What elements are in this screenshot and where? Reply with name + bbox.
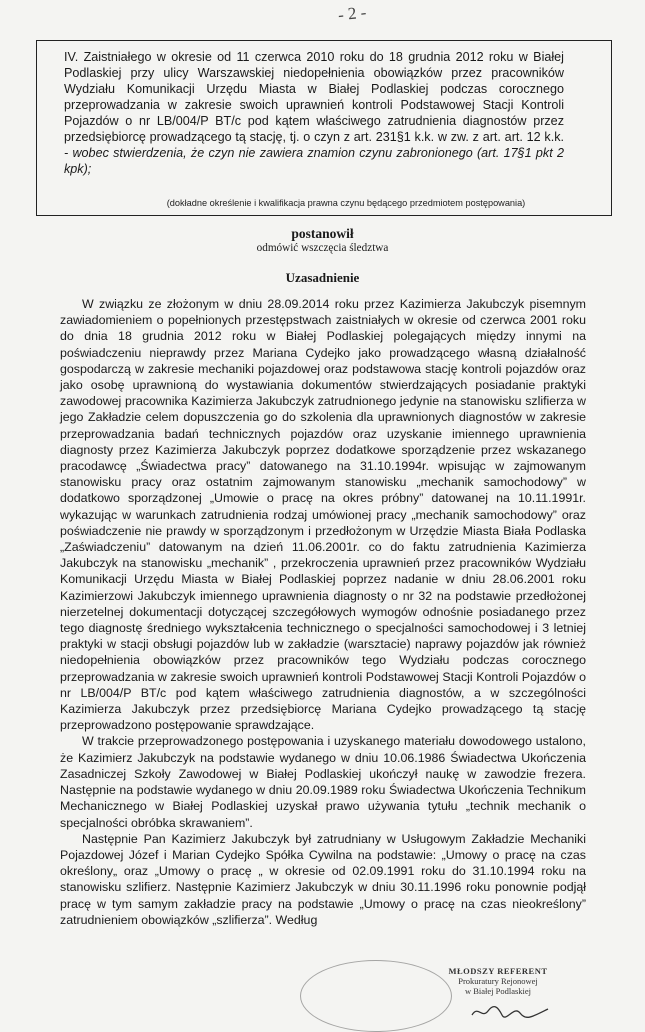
stamp-title: MŁODSZY REFERENT (448, 966, 548, 976)
round-seal-icon (300, 960, 452, 1032)
decision-heading: postanowił (291, 226, 354, 241)
signature-icon (470, 1003, 550, 1021)
justification-paragraph-2: W trakcie przeprowadzonego postępowania i uzyskanego materiału dowodowego ustalono, że Kazimierz Jakubczyk na podstawie wydanego w dniu 10.06.1986 Świadectwa Ukończenia Zasadniczej Szkoły Zawodowej w Białej Podlaskiej ukończył naukę w zawodzie frezera. Następnie na podstawie wydanego w dniu 20.09.1989 roku Świadectwa Ukończenia Technikum Mechanicznego w Białej Podlaskiej uzyskał prawo używania tytułu „technik mechanik o specjalności obróbka skrawaniem”. (60, 734, 586, 830)
offense-conclusion: - wobec stwierdzenia, że czyn nie zawiera znamion czynu zabronionego (art. 17§1 pkt 2 kpk); (64, 146, 564, 176)
offense-text: IV. Zaistniałego w okresie od 11 czerwca 2010 roku do 18 grudnia 2012 roku w Białej Podlaskiej przy ulicy Warszawskiej niedopełnienia obowiązków przez pracowników Wydziału Komunikacji Urzędu Miasta w Białej Podlaskiej podczas corocznego przeprowadzania w zakresie swoich uprawnień kontroli Podstawowej Stacji Kontroli Pojazdów o nr LB/004/P BT/c pod kątem właściwego zatrudnienia diagnostów przez przedsiębiorcę prowadzącego tą stację, tj. o czyn z art. 231§1 k.k. w zw. z art. art. 12 k.k. (64, 50, 564, 144)
offense-caption: (dokładne określenie i kwalifikacja prawna czynu będącego przedmiotem postępowania) (166, 198, 526, 208)
page-number: - 2 - (337, 2, 368, 25)
justification-body (60, 296, 586, 928)
official-stamp (438, 966, 558, 996)
justification-heading: Uzasadnienie (285, 270, 360, 285)
justification-paragraph-1: W związku ze złożonym w dniu 28.09.2014 roku przez Kazimierza Jakubczyk pisemnym zawiadomieniem o popełnionych przestępstwach zaistniałych w okresie od czerwca 2001 roku do dnia 18 grudnia 2012 roku w Białej Podlaskiej polegających między innymi na poświadczeniu nieprawdy przez Mariana Cydejko jako prowadzącego własną działalność gospodarczą w zakresie mechaniki pojazdowej oraz podstawowa stację kontroli pojazdów oraz jako osobę uprawnioną do wystawiania dokumentów stwierdzających posiadanie praktyki zawodowej pracownika Kazimierza Jakubczyk zatrudnionego jedynie na stanowisku szlifierza w jego Zakładzie celem dopuszczenia go do szkolenia dla uprawnionych diagnostów w zakresie przeprowadzania badań technicznych pojazdów oraz uzyskanie imiennego uprawnienia diagnosty przez Kazimierza Jakubczyk poprzez dodatkowe sporządzenie przez wskazanego pracodawcę „Świadectwa pracy” datowanego na 31.10.1994r. wpisując w zajmowanym stanowisku pracy oraz ostatnim zajmowanym stanowisku „mechanik samochodowy” w dodatkowo sporządzonej „Umowie o pracę na okres próbny” datowanej na 10.11.1991r. wykazując w warunkach zatrudnienia rodzaj umówionej pracy „mechanik samochodowy” oraz poświadczenie nie prawdy w sporządzonym i przedłożonym w Urzędzie Miasta Biała Podlaska „Zaświadczeniu” datowanym na dzień 11.06.2001r. co do faktu zatrudnienia Kazimierza Jakubczyk na stanowisku „mechanik” , przekroczenia uprawnień przez pracowników Wydziału Komunikacji Urzędu Miasta w Białej Podlaskiej poprzez nadanie w dniu 28.06.2001 roku Kazimierzowi Jakubczyk imiennego uprawnienia diagnosty o nr 32 na podstawie przedłożonej nierzetelnej dokumentacji dotyczącej szczegółowych wymogów odnośnie posiadanego przez tego diagnostę średniego wykształcenia technicznego o specjalności samochodowej i 3 letniej praktyki w stacji obsługi pojazdów lub w zakładzie (warsztacie) naprawy pojazdów jak również niedopełnienia obowiązków przez pracowników tego Wydziału podczas corocznego przeprowadzania w zakresie swoich uprawnień kontroli Podstawowej Stacji Kontroli Pojazdów o nr LB/004/P BT/c pod kątem właściwego zatrudnienia diagnostów, a w szczególności Kazimierza Jakubczyk przez przedsiębiorcę Mariana Cydejko prowadzącego tą stację przeprowadzono postępowanie sprawdzające. (60, 297, 586, 733)
decision-subheading: odmówić wszczęcia śledztwa (256, 242, 389, 254)
stamp-line-2: w Białej Podlaskiej (464, 986, 532, 996)
stamp-line-1: Prokuratury Rejonowej (458, 976, 538, 986)
offense-description (64, 49, 564, 177)
justification-paragraph-3: Następnie Pan Kazimierz Jakubczyk był zatrudniany w Usługowym Zakładzie Mechaniki Pojazdowej Józef i Marian Cydejko Spółka Cywilna na podstawie: „Umowy o pracę na czas określony„ oraz „Umowy o pracę „ w okresie od 02.09.1991 roku do 31.10.1994 roku na stanowisku szlifierz. Następnie Kazimierz Jakubczyk w dniu 30.11.1996 roku ponownie podjął pracę w tym samym zakładzie pracy na podstawie „Umowy o pracę na czas nieokreślony” zatrudnieniem obowiązków „szlifierza”. Według (60, 831, 586, 927)
